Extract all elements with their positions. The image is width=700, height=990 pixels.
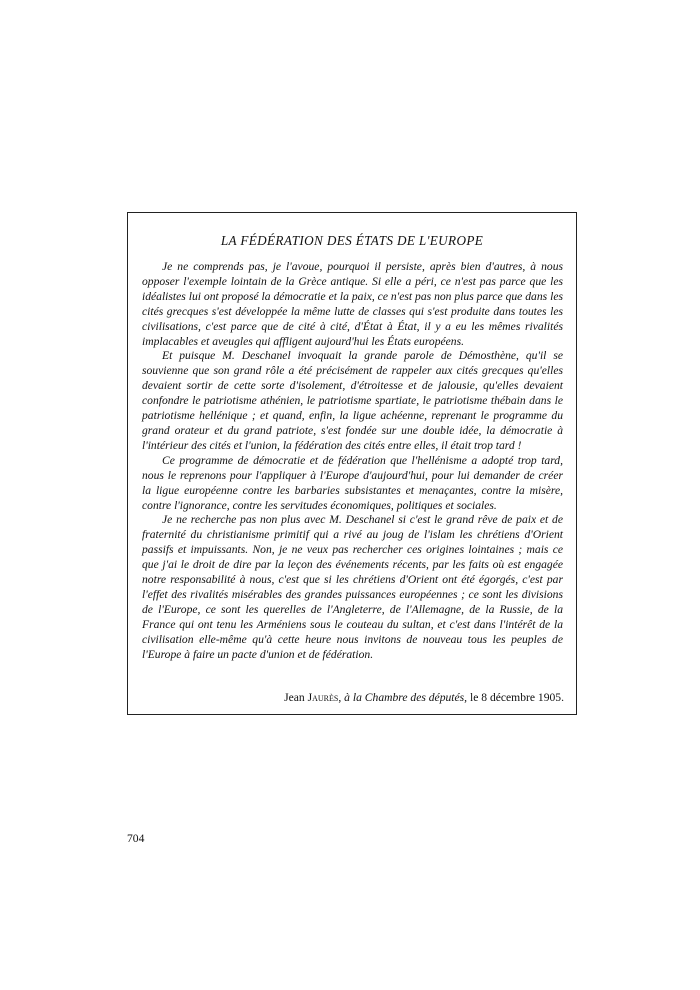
signature-comma: , [338, 691, 342, 704]
paragraph-2: Et puisque M. Deschanel invoquait la grande parole de Démosthène, qu'il se souvienne que son grand rôle a été précisément de rappeler aux cités grecques qu'elles devaient sortir de cette sorte d'isolement, d'étroitesse et de jalousie, qu'elles devaient confondre le patriotisme athénien, le patriotisme spartiate, le patriotisme thébain dans le patriotisme hellénique ; et quand, enfin, la ligue achéenne, reprenant le programme du grand orateur et du grand patriote, s'est fondée sur une double idée, la démocratie à l'intérieur des cités et l'union, la fédération des cités entre elles, il était trop tard ! [142, 349, 563, 452]
document-body [142, 260, 563, 662]
author-first-name: Jean [284, 691, 305, 704]
page-number: 704 [127, 832, 145, 845]
quote-box [127, 212, 577, 715]
signature-line [128, 691, 564, 704]
author-last-name: Jaurès [307, 691, 339, 704]
signature-venue: à la Chambre des députés, [344, 691, 468, 704]
paragraph-4: Je ne recherche pas non plus avec M. Deschanel si c'est le grand rêve de paix et de fraternité du christianisme primitif qui a rivé au joug de l'islam les chrétiens d'Orient passifs et impuissants. Non, je ne veux pas rechercher ces origines lointaines ; mais ce que j'ai le droit de dire par la leçon des événements récents, par les faits où est engagée notre responsabilité à nous, c'est que si les chrétiens d'Orient ont été égorgés, c'est par l'effet des rivalités misérables des grandes puissances européennes ; ce sont les divisions de l'Europe, ce sont les querelles de l'Angleterre, de l'Allemagne, de la Russie, de la France qui ont tenu les Arméniens sous le couteau du sultan, et c'est dans l'intérêt de la civilisation elle-même qu'à cette heure nous invitons de nouveau tous les peuples de l'Europe à faire un pacte d'union et de fédération. [142, 513, 563, 661]
document-title: LA FÉDÉRATION DES ÉTATS DE L'EUROPE [220, 233, 484, 248]
signature-date: le 8 décembre 1905. [469, 691, 564, 704]
paragraph-1: Je ne comprends pas, je l'avoue, pourquoi il persiste, après bien d'autres, à nous opposer l'exemple lointain de la Grèce antique. Si elle a péri, ce n'est pas parce que les idéalistes lui ont proposé la démocratie et la paix, ce n'est pas non plus parce que dans les cités grecques s'est développée la même lutte de classes qui s'est produite dans toutes les civilisations, c'est parce que de cité à cité, d'État à État, il y a eu les mêmes rivalités implacables et aveugles qui affligent aujourd'hui les États européens. [142, 260, 563, 348]
paragraph-3: Ce programme de démocratie et de fédération que l'hellénisme a adopté trop tard, nous le reprenons pour l'appliquer à l'Europe d'aujourd'hui, pour lui demander de créer la ligue européenne contre les barbaries subsistantes et menaçantes, contre la misère, contre l'ignorance, contre les servitudes économiques, politiques et sociales. [142, 453, 563, 512]
